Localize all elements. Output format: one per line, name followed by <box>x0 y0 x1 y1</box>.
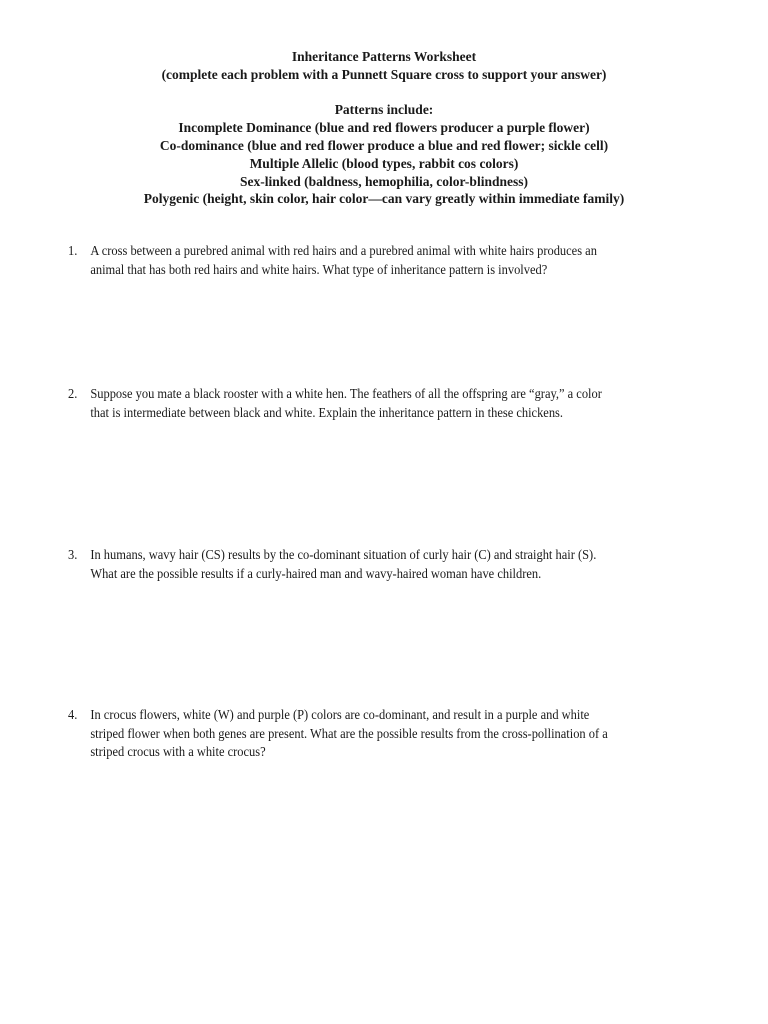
question-line: striped flower when both genes are present. What are the possible results from the cross-pollination of a <box>90 725 608 741</box>
header-spacer <box>0 84 768 102</box>
pattern-multiple-allelic: Multiple Allelic (blood types, rabbit cos colors) <box>249 155 519 171</box>
pattern-polygenic: Polygenic (height, skin color, hair color—can vary greatly within immediate family) <box>143 191 625 207</box>
worksheet-instructions: (complete each problem with a Punnett Square cross to support your answer) <box>161 66 607 82</box>
question-line: Suppose you mate a black rooster with a white hen. The feathers of all the offspring are “gray,” a color <box>90 386 602 401</box>
question-number: 1. <box>68 243 78 258</box>
question-text <box>90 546 596 583</box>
question-line: In humans, wavy hair (CS) results by the co-dominant situation of curly hair (C) and straight hair (S). <box>90 547 597 562</box>
pattern-sex-linked: Sex-linked (baldness, hemophilia, color-blindness) <box>240 173 528 189</box>
question-line: What are the possible results if a curly-haired man and wavy-haired woman have children. <box>90 565 542 581</box>
patterns-heading: Patterns include: <box>334 102 434 118</box>
question-line: In crocus flowers, white (W) and purple (P) colors are co-dominant, and result in a purple and white <box>90 707 590 722</box>
question-number: 4. <box>68 707 78 722</box>
question-number: 3. <box>68 547 78 562</box>
pattern-co-dominance: Co-dominance (blue and red flower produce a blue and red flower; sickle cell) <box>159 137 609 153</box>
worksheet-title: Inheritance Patterns Worksheet <box>291 49 477 64</box>
worksheet-header <box>0 48 768 208</box>
question-text <box>90 706 607 762</box>
question-line: that is intermediate between black and white. Explain the inheritance pattern in these chickens. <box>90 404 564 420</box>
question-line: A cross between a purebred animal with red hairs and a purebred animal with white hairs produces an <box>90 243 597 258</box>
pattern-incomplete-dominance: Incomplete Dominance (blue and red flowers producer a purple flower) <box>178 120 590 136</box>
question-text <box>90 242 597 279</box>
question-line: striped crocus with a white crocus? <box>90 744 266 759</box>
question-text <box>90 385 602 422</box>
question-line: animal that has both red hairs and white hairs. What type of inheritance pattern is involved? <box>90 261 548 277</box>
question-number: 2. <box>68 386 78 401</box>
